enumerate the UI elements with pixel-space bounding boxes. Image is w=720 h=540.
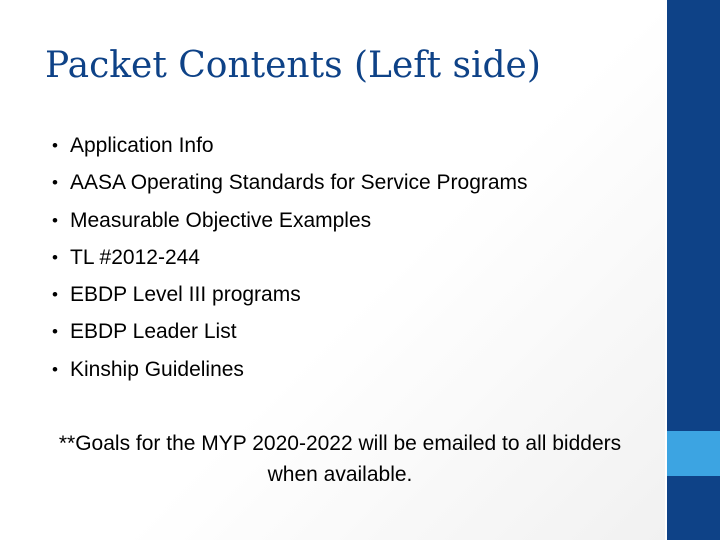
- list-item: [45, 164, 528, 201]
- list-item-text: AASA Operating Standards for Service Programs: [70, 171, 528, 195]
- slide-title: Packet Contents (Left side): [45, 45, 541, 86]
- bullet-icon: •: [52, 210, 58, 230]
- bullet-icon: •: [52, 173, 58, 193]
- bullet-icon: •: [52, 247, 58, 267]
- list-item-text: Measurable Objective Examples: [70, 208, 372, 232]
- list-item-text: EBDP Level III programs: [70, 283, 301, 307]
- goals-note: **Goals for the MYP 2020-2022 will be emailed to all bidders when available.: [58, 432, 622, 486]
- bullet-icon: •: [52, 322, 58, 342]
- list-item: [45, 276, 528, 313]
- bullet-icon: •: [52, 136, 58, 155]
- list-item-text: Application Info: [70, 134, 214, 157]
- bullet-icon: •: [52, 359, 58, 379]
- list-item-text: EBDP Leader List: [70, 320, 237, 344]
- list-item: [45, 127, 528, 164]
- list-item: [45, 202, 528, 239]
- list-item: [45, 239, 528, 276]
- bullet-icon: •: [52, 285, 58, 305]
- list-item: [45, 313, 528, 350]
- bullet-list: [45, 127, 528, 388]
- list-item-text: TL #2012-244: [70, 245, 200, 269]
- sidebar-accent-block: [667, 431, 720, 476]
- list-item: [45, 351, 528, 388]
- list-item-text: Kinship Guidelines: [70, 357, 244, 381]
